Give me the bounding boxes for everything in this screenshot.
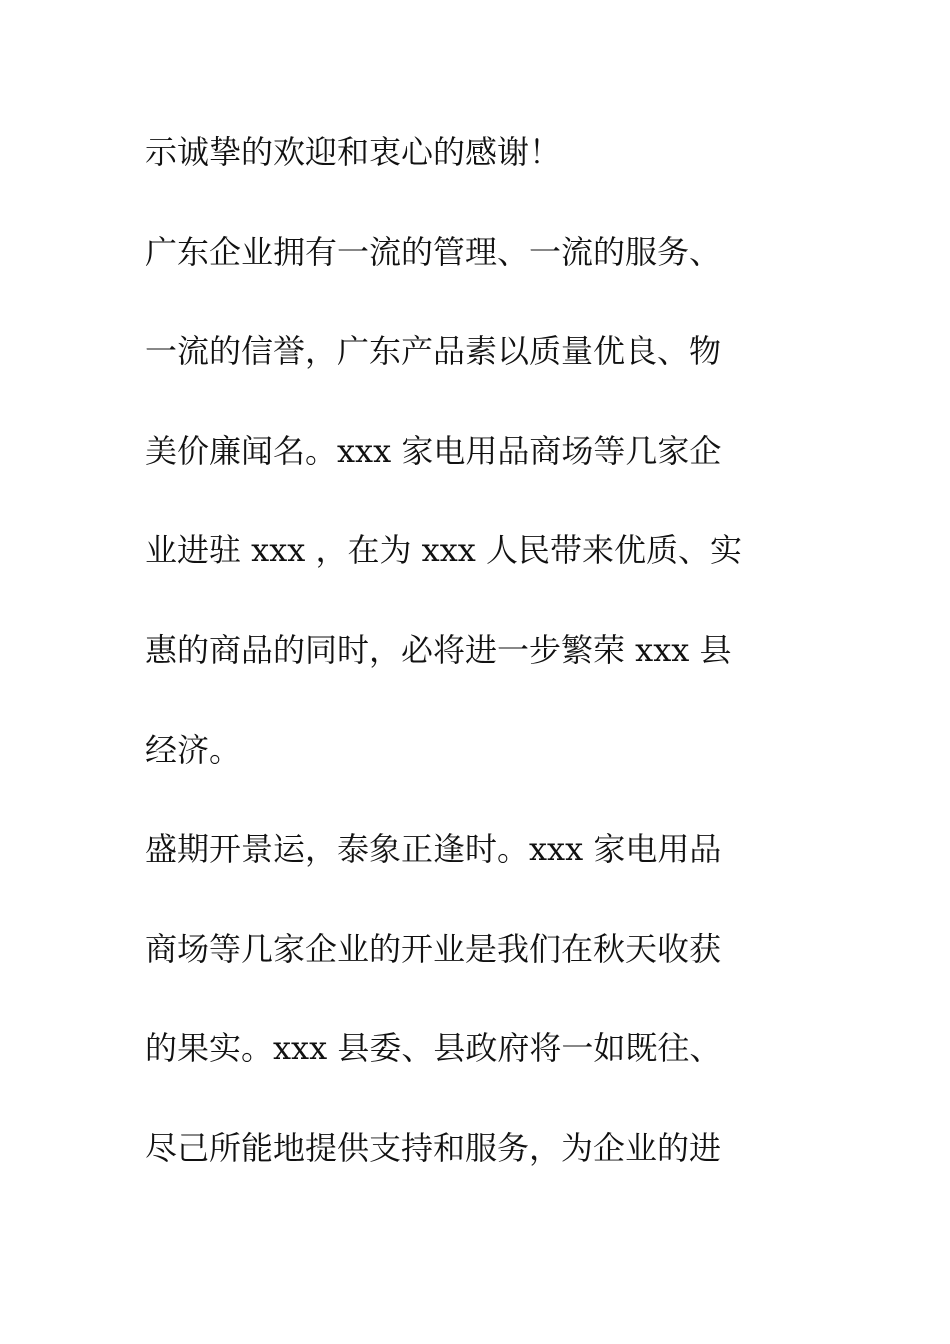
body-text	[145, 128, 825, 1174]
text-line: 商场等几家企业的开业是我们在秋天收获	[145, 929, 722, 968]
text-line: 尽己所能地提供支持和服务，为企业的进	[145, 1128, 722, 1167]
text-line: 盛期开景运，泰象正逢时。xxx 家电用品	[145, 830, 722, 869]
text-line: 业进驻 xxx ，在为 xxx 人民带来优质、实	[145, 531, 742, 570]
text-line: 惠的商品的同时，必将进一步繁荣 xxx 县	[145, 630, 732, 669]
text-line: 的果实。xxx 县委、县政府将一如既往、	[145, 1029, 722, 1068]
text-line: 经济。	[145, 730, 242, 769]
text-line: 美价廉闻名。xxx 家电用品商场等几家企	[145, 431, 722, 470]
text-line: 广东企业拥有一流的管理、一流的服务、	[145, 232, 722, 271]
text-line: 示诚挚的欢迎和衷心的感谢！	[145, 133, 562, 171]
text-line: 一流的信誉，广东产品素以质量优良、物	[145, 332, 722, 371]
